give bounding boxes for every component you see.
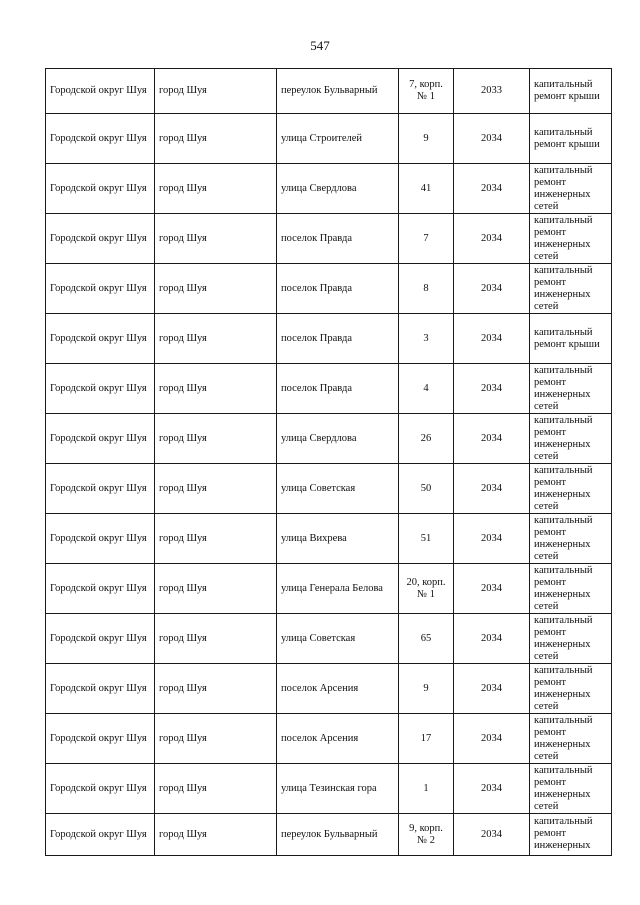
- year-cell: 2033: [454, 69, 530, 114]
- city-cell: город Шуя: [155, 69, 277, 114]
- district-cell: Городской округ Шуя: [46, 69, 155, 114]
- street-cell: улица Советская: [277, 614, 399, 664]
- house-cell: 1: [399, 764, 454, 814]
- street-cell: улица Вихрева: [277, 514, 399, 564]
- street-cell: поселок Правда: [277, 314, 399, 364]
- district-cell: Городской округ Шуя: [46, 364, 155, 414]
- district-cell: Городской округ Шуя: [46, 814, 155, 856]
- table-row: [46, 514, 612, 564]
- house-cell: 65: [399, 614, 454, 664]
- table-row: [46, 714, 612, 764]
- work-type-cell: капитальный ремонт инженерных сетей: [530, 614, 612, 664]
- street-cell: поселок Правда: [277, 264, 399, 314]
- city-cell: город Шуя: [155, 564, 277, 614]
- street-cell: улица Советская: [277, 464, 399, 514]
- city-cell: город Шуя: [155, 614, 277, 664]
- house-cell: 20, корп. № 1: [399, 564, 454, 614]
- city-cell: город Шуя: [155, 464, 277, 514]
- district-cell: Городской округ Шуя: [46, 514, 155, 564]
- table-row: [46, 614, 612, 664]
- year-cell: 2034: [454, 314, 530, 364]
- house-cell: 7: [399, 214, 454, 264]
- city-cell: город Шуя: [155, 714, 277, 764]
- table-row: [46, 214, 612, 264]
- year-cell: 2034: [454, 164, 530, 214]
- district-cell: Городской округ Шуя: [46, 214, 155, 264]
- table-row: [46, 69, 612, 114]
- work-type-cell: капитальный ремонт крыши: [530, 114, 612, 164]
- year-cell: 2034: [454, 764, 530, 814]
- house-cell: 51: [399, 514, 454, 564]
- work-type-cell: капитальный ремонт инженерных сетей: [530, 714, 612, 764]
- city-cell: город Шуя: [155, 364, 277, 414]
- table-row: [46, 314, 612, 364]
- work-type-cell: капитальный ремонт инженерных сетей: [530, 564, 612, 614]
- street-cell: переулок Бульварный: [277, 69, 399, 114]
- work-type-cell: капитальный ремонт инженерных: [530, 814, 612, 856]
- street-cell: поселок Арсения: [277, 714, 399, 764]
- house-cell: 50: [399, 464, 454, 514]
- house-cell: 9: [399, 664, 454, 714]
- work-type-cell: капитальный ремонт инженерных сетей: [530, 164, 612, 214]
- repair-schedule-body: [46, 69, 612, 856]
- year-cell: 2034: [454, 614, 530, 664]
- street-cell: поселок Правда: [277, 364, 399, 414]
- city-cell: город Шуя: [155, 214, 277, 264]
- work-type-cell: капитальный ремонт крыши: [530, 69, 612, 114]
- table-row: [46, 264, 612, 314]
- table-row: [46, 764, 612, 814]
- district-cell: Городской округ Шуя: [46, 464, 155, 514]
- work-type-cell: капитальный ремонт инженерных сетей: [530, 514, 612, 564]
- district-cell: Городской округ Шуя: [46, 664, 155, 714]
- table-row: [46, 114, 612, 164]
- house-cell: 3: [399, 314, 454, 364]
- year-cell: 2034: [454, 214, 530, 264]
- year-cell: 2034: [454, 564, 530, 614]
- district-cell: Городской округ Шуя: [46, 114, 155, 164]
- year-cell: 2034: [454, 414, 530, 464]
- city-cell: город Шуя: [155, 264, 277, 314]
- city-cell: город Шуя: [155, 764, 277, 814]
- street-cell: поселок Правда: [277, 214, 399, 264]
- district-cell: Городской округ Шуя: [46, 714, 155, 764]
- street-cell: улица Свердлова: [277, 164, 399, 214]
- district-cell: Городской округ Шуя: [46, 614, 155, 664]
- work-type-cell: капитальный ремонт инженерных сетей: [530, 264, 612, 314]
- house-cell: 7, корп. № 1: [399, 69, 454, 114]
- work-type-cell: капитальный ремонт инженерных сетей: [530, 364, 612, 414]
- city-cell: город Шуя: [155, 164, 277, 214]
- house-cell: 26: [399, 414, 454, 464]
- district-cell: Городской округ Шуя: [46, 764, 155, 814]
- year-cell: 2034: [454, 664, 530, 714]
- district-cell: Городской округ Шуя: [46, 264, 155, 314]
- house-cell: 8: [399, 264, 454, 314]
- work-type-cell: капитальный ремонт инженерных сетей: [530, 414, 612, 464]
- city-cell: город Шуя: [155, 814, 277, 856]
- street-cell: поселок Арсения: [277, 664, 399, 714]
- house-cell: 9, корп. № 2: [399, 814, 454, 856]
- city-cell: город Шуя: [155, 414, 277, 464]
- street-cell: переулок Бульварный: [277, 814, 399, 856]
- table-row: [46, 164, 612, 214]
- house-cell: 17: [399, 714, 454, 764]
- city-cell: город Шуя: [155, 314, 277, 364]
- table-row: [46, 364, 612, 414]
- district-cell: Городской округ Шуя: [46, 414, 155, 464]
- work-type-cell: капитальный ремонт инженерных сетей: [530, 664, 612, 714]
- year-cell: 2034: [454, 814, 530, 856]
- house-cell: 41: [399, 164, 454, 214]
- year-cell: 2034: [454, 464, 530, 514]
- year-cell: 2034: [454, 114, 530, 164]
- city-cell: город Шуя: [155, 664, 277, 714]
- street-cell: улица Строителей: [277, 114, 399, 164]
- year-cell: 2034: [454, 514, 530, 564]
- street-cell: улица Генерала Белова: [277, 564, 399, 614]
- table-row: [46, 664, 612, 714]
- year-cell: 2034: [454, 264, 530, 314]
- house-cell: 9: [399, 114, 454, 164]
- table-row: [46, 564, 612, 614]
- house-cell: 4: [399, 364, 454, 414]
- street-cell: улица Свердлова: [277, 414, 399, 464]
- page-number: 547: [310, 38, 330, 53]
- table-row: [46, 814, 612, 856]
- district-cell: Городской округ Шуя: [46, 564, 155, 614]
- table-row: [46, 464, 612, 514]
- work-type-cell: капитальный ремонт инженерных сетей: [530, 464, 612, 514]
- city-cell: город Шуя: [155, 514, 277, 564]
- district-cell: Городской округ Шуя: [46, 164, 155, 214]
- work-type-cell: капитальный ремонт крыши: [530, 314, 612, 364]
- work-type-cell: капитальный ремонт инженерных сетей: [530, 764, 612, 814]
- work-type-cell: капитальный ремонт инженерных сетей: [530, 214, 612, 264]
- year-cell: 2034: [454, 714, 530, 764]
- district-cell: Городской округ Шуя: [46, 314, 155, 364]
- city-cell: город Шуя: [155, 114, 277, 164]
- repair-schedule-table: [45, 68, 612, 856]
- street-cell: улица Тезинская гора: [277, 764, 399, 814]
- table-row: [46, 414, 612, 464]
- year-cell: 2034: [454, 364, 530, 414]
